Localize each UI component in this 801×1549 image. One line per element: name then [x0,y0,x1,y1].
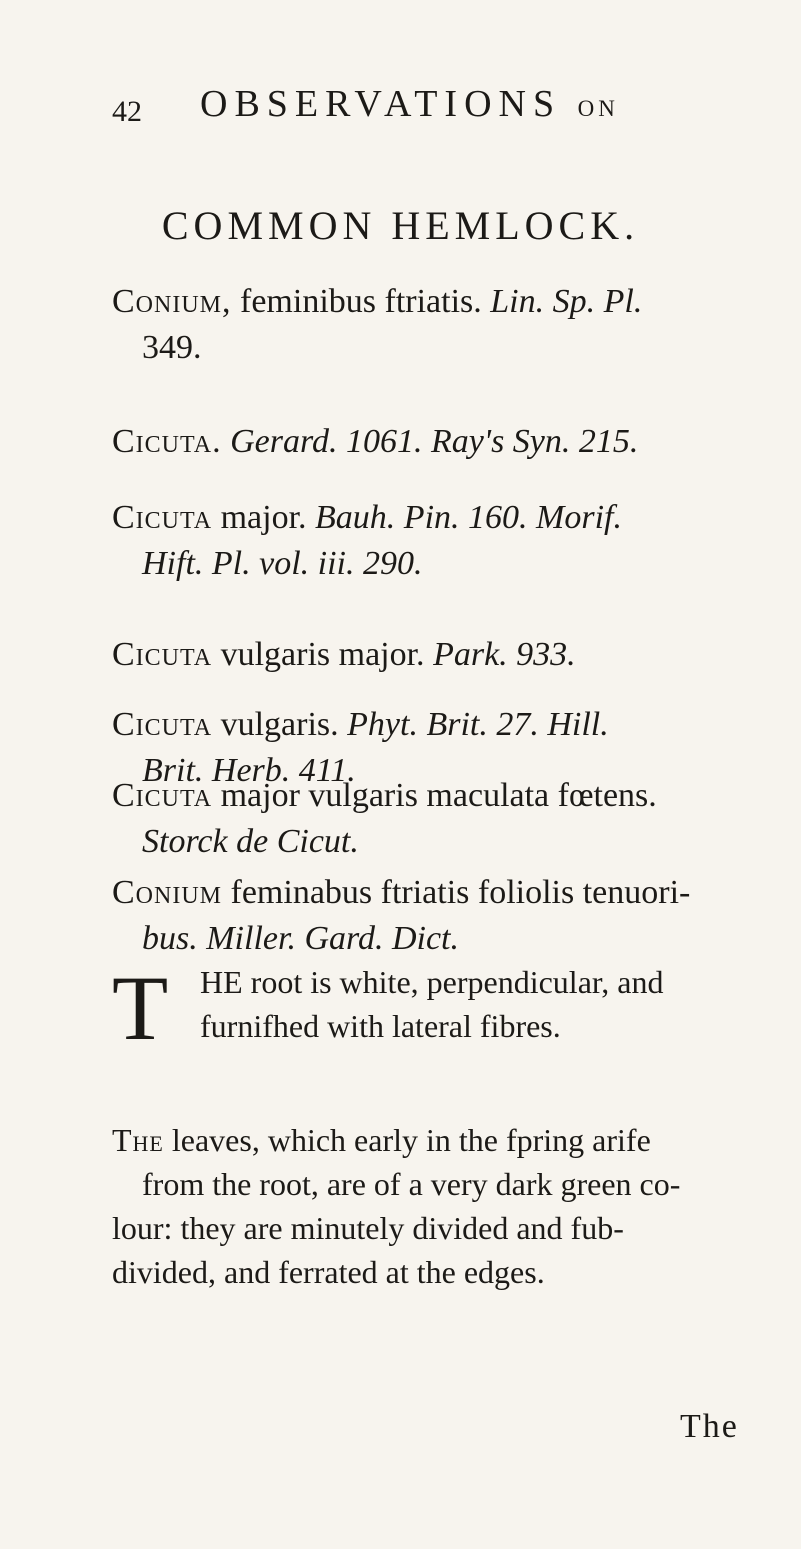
synonym-entry: Cicuta major. Bauh. Pin. 160. Morif. Hift. Pl. vol. iii. 290. [112,499,622,582]
running-title-suffix: ON [577,96,619,121]
synonym-entry-7: Conium feminabus ftriatis foliolis tenuori- bus. Miller. Gard. Dict. [112,874,691,957]
synonym-entry: Cicuta vulgaris. Phyt. Brit. 27. Hill. Brit. Herb. 411. [112,706,609,789]
section-heading: COMMON HEMLOCK. [161,203,640,248]
catchword: The [680,1408,739,1445]
synonym-entry: Conium, feminibus ftriatis. Lin. Sp. Pl. 349. [112,283,643,366]
page-number: 42 [112,95,142,128]
running-title-main: OBSERVATIONS [200,83,562,125]
paragraph-lead: The [112,1122,164,1158]
paragraph-root: HE root is white, perpendicular, and furnifhed with lateral fibres. [200,964,664,1044]
running-title [200,82,619,126]
drop-cap: T [112,957,169,1059]
paragraph-leaves: The leaves, which early in the fpring arife from the root, are of a very dark green co- lour: they are minutely divided and fub- divided, and ferrated at the edges. [112,1122,681,1290]
synonym-entry-5: Cicuta major vulgaris maculata fœtens. Storck de Cicut. [112,777,657,860]
synonym-entry: Cicuta vulgaris major. Park. 933. [112,636,576,673]
synonym-entry: Cicuta. Gerard. 1061. Ray's Syn. 215. [112,423,639,460]
